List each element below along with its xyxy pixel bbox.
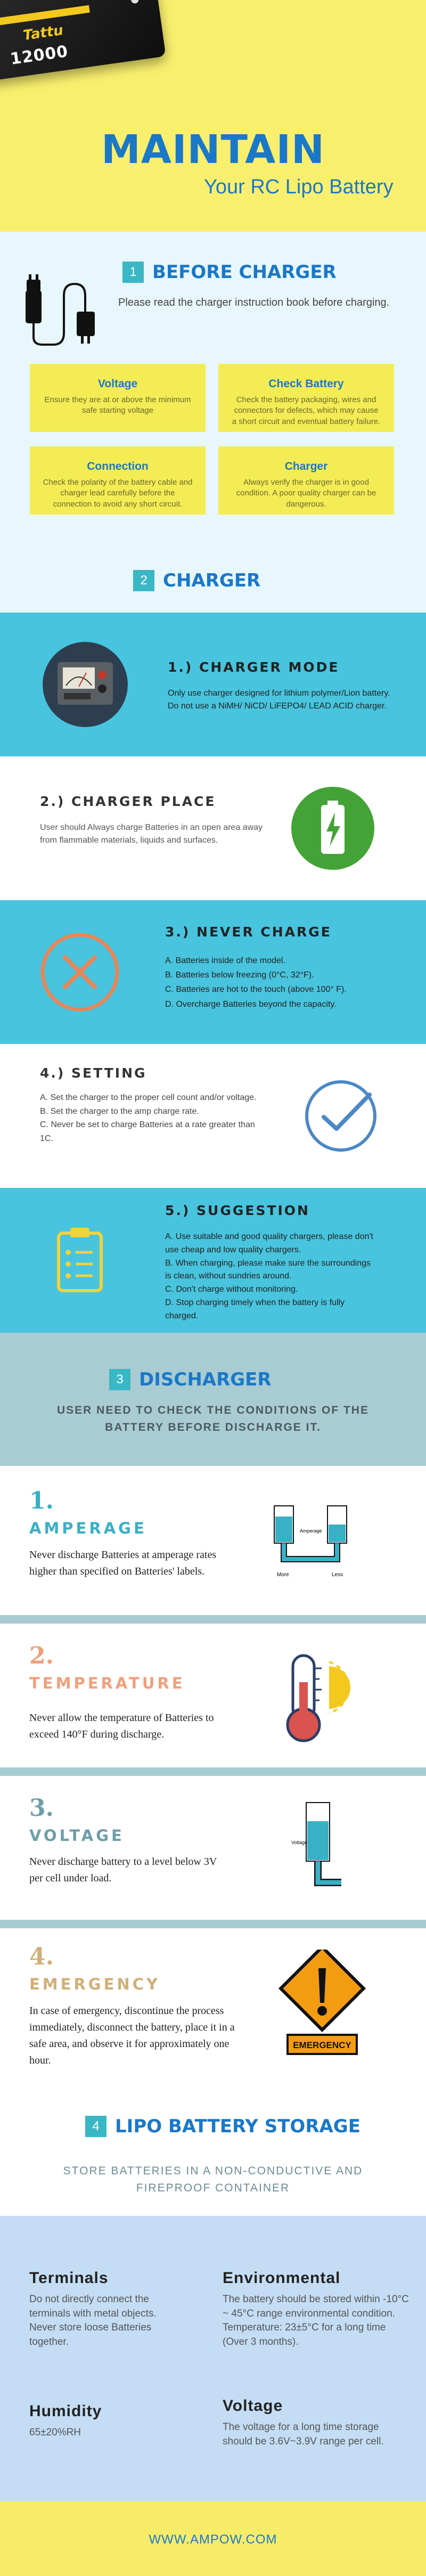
section-title: LIPO BATTERY STORAGE [115, 2116, 361, 2137]
clipboard-icon [37, 1217, 122, 1302]
storage-item-text: Do not directly connect the terminals with metal objects. Never store loose Batteries together. [29, 2294, 157, 2347]
discharger-section-header [0, 1333, 426, 1466]
storage-subtitle: STORE BATTERIES IN A NON-CONDUCTIVE AND FIREPROOF CONTAINER [63, 2165, 363, 2194]
never-charge-title: 3.) NEVER CHARGE [165, 924, 332, 940]
suggestion-band [0, 1188, 426, 1333]
card-text: Check the battery packaging, wires and connectors for defects, which may cause a short circuit and eventual battery failure. [232, 395, 381, 426]
voltage-card [0, 1776, 426, 1920]
separator [0, 1767, 426, 1776]
card-text: Ensure they are at or above the minimum safe starting voltage [44, 395, 191, 415]
discharger-subtitle: USER NEED TO CHECK THE CONDITIONS OF THE BATTERY BEFORE DISCHARGE IT. [57, 1404, 369, 1433]
section-number-badge: 3 [109, 1369, 130, 1390]
card-title: Charger [284, 460, 328, 472]
card-connection [30, 446, 206, 515]
item-number: 1. [29, 1487, 54, 1514]
item-number: 4. [29, 1943, 54, 1970]
setting-band [0, 1044, 426, 1188]
emergency-sign-label: EMERGENCY [293, 2040, 351, 2050]
item-title: TEMPERATURE [29, 1674, 185, 1692]
list-item: A. Batteries inside of the model. [165, 956, 285, 965]
section-number-badge: 2 [133, 570, 154, 591]
storage-humidity [29, 2402, 184, 2440]
section-number-badge: 4 [85, 2116, 106, 2137]
card-text: Check the polarity of the battery cable and charger lead carefully before the connection to avoid any short circuit. [43, 478, 193, 509]
cross-icon [37, 930, 122, 1015]
checkmark-icon [298, 1073, 383, 1159]
item-number: 2. [29, 1642, 54, 1669]
card-title: Connection [87, 460, 149, 472]
emergency-sign-icon [277, 1950, 367, 2061]
storage-environmental [223, 2269, 409, 2349]
thermometer-sun-icon [277, 1650, 362, 1746]
never-charge-band [0, 900, 426, 1044]
item-text: Never discharge Batteries at amperage rates higher than specified on Batteries' labels. [29, 1549, 217, 1577]
storage-item-text: The battery should be stored within -10°C ~ 45°C range environmental condition. Temperature: 23±5°C for a long time (Over 3 months). [223, 2294, 409, 2347]
storage-item-title: Terminals [29, 2269, 109, 2287]
list-item: C. Batteries are hot to the touch (above 100° F). [165, 985, 347, 994]
card-text: Always verify the charger is in good condition. A poor quality charger can be dangerous. [236, 478, 376, 509]
card-voltage [30, 364, 206, 432]
tube-label-amperage: Amperage [300, 1528, 322, 1534]
suggestion-title: 5.) SUGGESTION [165, 1203, 310, 1218]
storage-item-text: The voltage for a long time storage should be 3.6V~3.9V range per cell. [223, 2422, 384, 2447]
before-charger-intro: Please read the charger instruction book before charging. [118, 297, 390, 308]
list-item: B. When charging, please make sure the surroundings is clean, without sundries around. [165, 1258, 371, 1281]
temperature-card [0, 1624, 426, 1767]
website-link[interactable]: WWW.AMPOW.COM [149, 2532, 277, 2547]
storage-item-title: Humidity [29, 2402, 102, 2420]
charger-mode-title: 1.) CHARGER MODE [168, 659, 340, 675]
setting-list [40, 1091, 269, 1145]
discharger-header [109, 1369, 272, 1390]
item-title: EMERGENCY [29, 1975, 160, 1993]
item-text: In case of emergency, discontinue the process immediately, disconnect the battery, place it in a safe area, and observe it for approximately one hour. [29, 2005, 235, 2066]
battery-brand: Tattu [22, 22, 64, 44]
list-item: A. Set the charger to the proper cell count and/or voltage. [40, 1093, 257, 1102]
list-item: B. Set the charger to the amp charge rate. [40, 1106, 199, 1116]
list-item: D. Overcharge Batteries beyond the capacity. [165, 999, 337, 1009]
never-charge-list [165, 953, 399, 1012]
page-title: MAINTAIN [101, 127, 325, 173]
storage-item-text: 65±20%RH [29, 2427, 81, 2438]
item-title: AMPERAGE [29, 1519, 147, 1537]
list-item: D. Stop charging timely when the battery is fully charged. [165, 1298, 345, 1320]
item-text: Never allow the temperature of Batteries to exceed 140°F during discharge. [29, 1712, 214, 1740]
list-item: C. Don't charge without monitoring. [165, 1285, 298, 1294]
item-number: 3. [29, 1795, 54, 1822]
separator [0, 1920, 426, 1928]
page-subtitle: Your RC Lipo Battery [204, 176, 394, 198]
section-title: CHARGER [163, 570, 261, 591]
amperage-tubes-icon [264, 1495, 359, 1586]
charger-header [133, 570, 260, 591]
card-charger [218, 446, 394, 515]
charger-plug-icon [21, 274, 112, 349]
suggestion-list [165, 1230, 378, 1323]
card-title: Voltage [97, 378, 138, 390]
card-title: Check Battery [268, 378, 344, 390]
list-item: A. Use suitable and good quality chargers, please don't use cheap and low quality chargers. [165, 1232, 373, 1254]
footer [0, 2501, 426, 2576]
list-item: B. Batteries below freezing (0°C, 32°F). [165, 971, 314, 980]
emergency-card [0, 1928, 426, 2094]
amperage-card [0, 1466, 426, 1615]
charger-place-band [0, 756, 426, 900]
charger-mode-text: Only use charger designed for lithium polymer/Lion battery. Do not use a NiMH/ NiCD/ LiFEPO4/ LEAD ACID charger. [168, 689, 390, 711]
section-title: DISCHARGER [139, 1369, 272, 1390]
storage-section-header [0, 2094, 426, 2216]
list-item: C. Never be set to charge Batteries at a rate greater than 1C. [40, 1120, 255, 1143]
charger-place-text: User should Always charge Batteries in an open area away from flammable materials, liquids and surfaces. [40, 823, 263, 845]
storage-item-title: Environmental [223, 2269, 341, 2287]
storage-header [85, 2116, 361, 2137]
setting-title: 4.) SETTING [40, 1065, 147, 1081]
hero-section [0, 0, 426, 232]
battery-dot [130, 0, 139, 4]
storage-details [0, 2216, 426, 2501]
voltage-tube-icon [290, 1797, 354, 1898]
storage-terminals [29, 2269, 184, 2349]
item-text: Never discharge battery to a level below 3V per cell under load. [29, 1856, 217, 1884]
tube-label-voltage: Voltage [291, 1840, 308, 1845]
charger-place-title: 2.) CHARGER PLACE [40, 794, 216, 809]
section-title: BEFORE CHARGER [152, 262, 337, 283]
before-charger-header [122, 262, 337, 283]
tube-label-more: More [277, 1572, 289, 1578]
before-charger-section [0, 232, 426, 570]
item-title: VOLTAGE [29, 1827, 125, 1845]
storage-item-title: Voltage [223, 2397, 283, 2415]
charger-section-header [0, 549, 426, 613]
card-check-battery [218, 364, 394, 432]
battery-capacity: 12000 [9, 42, 70, 69]
tube-label-less: Less [332, 1572, 343, 1578]
battery-charging-icon [290, 786, 375, 871]
charger-mode-band [0, 613, 426, 756]
charger-meter-icon [43, 642, 128, 727]
battery-stripe [0, 5, 90, 26]
lipo-battery-image [0, 0, 166, 81]
separator [0, 1615, 426, 1624]
section-number-badge: 1 [122, 262, 144, 283]
storage-voltage [223, 2397, 409, 2449]
